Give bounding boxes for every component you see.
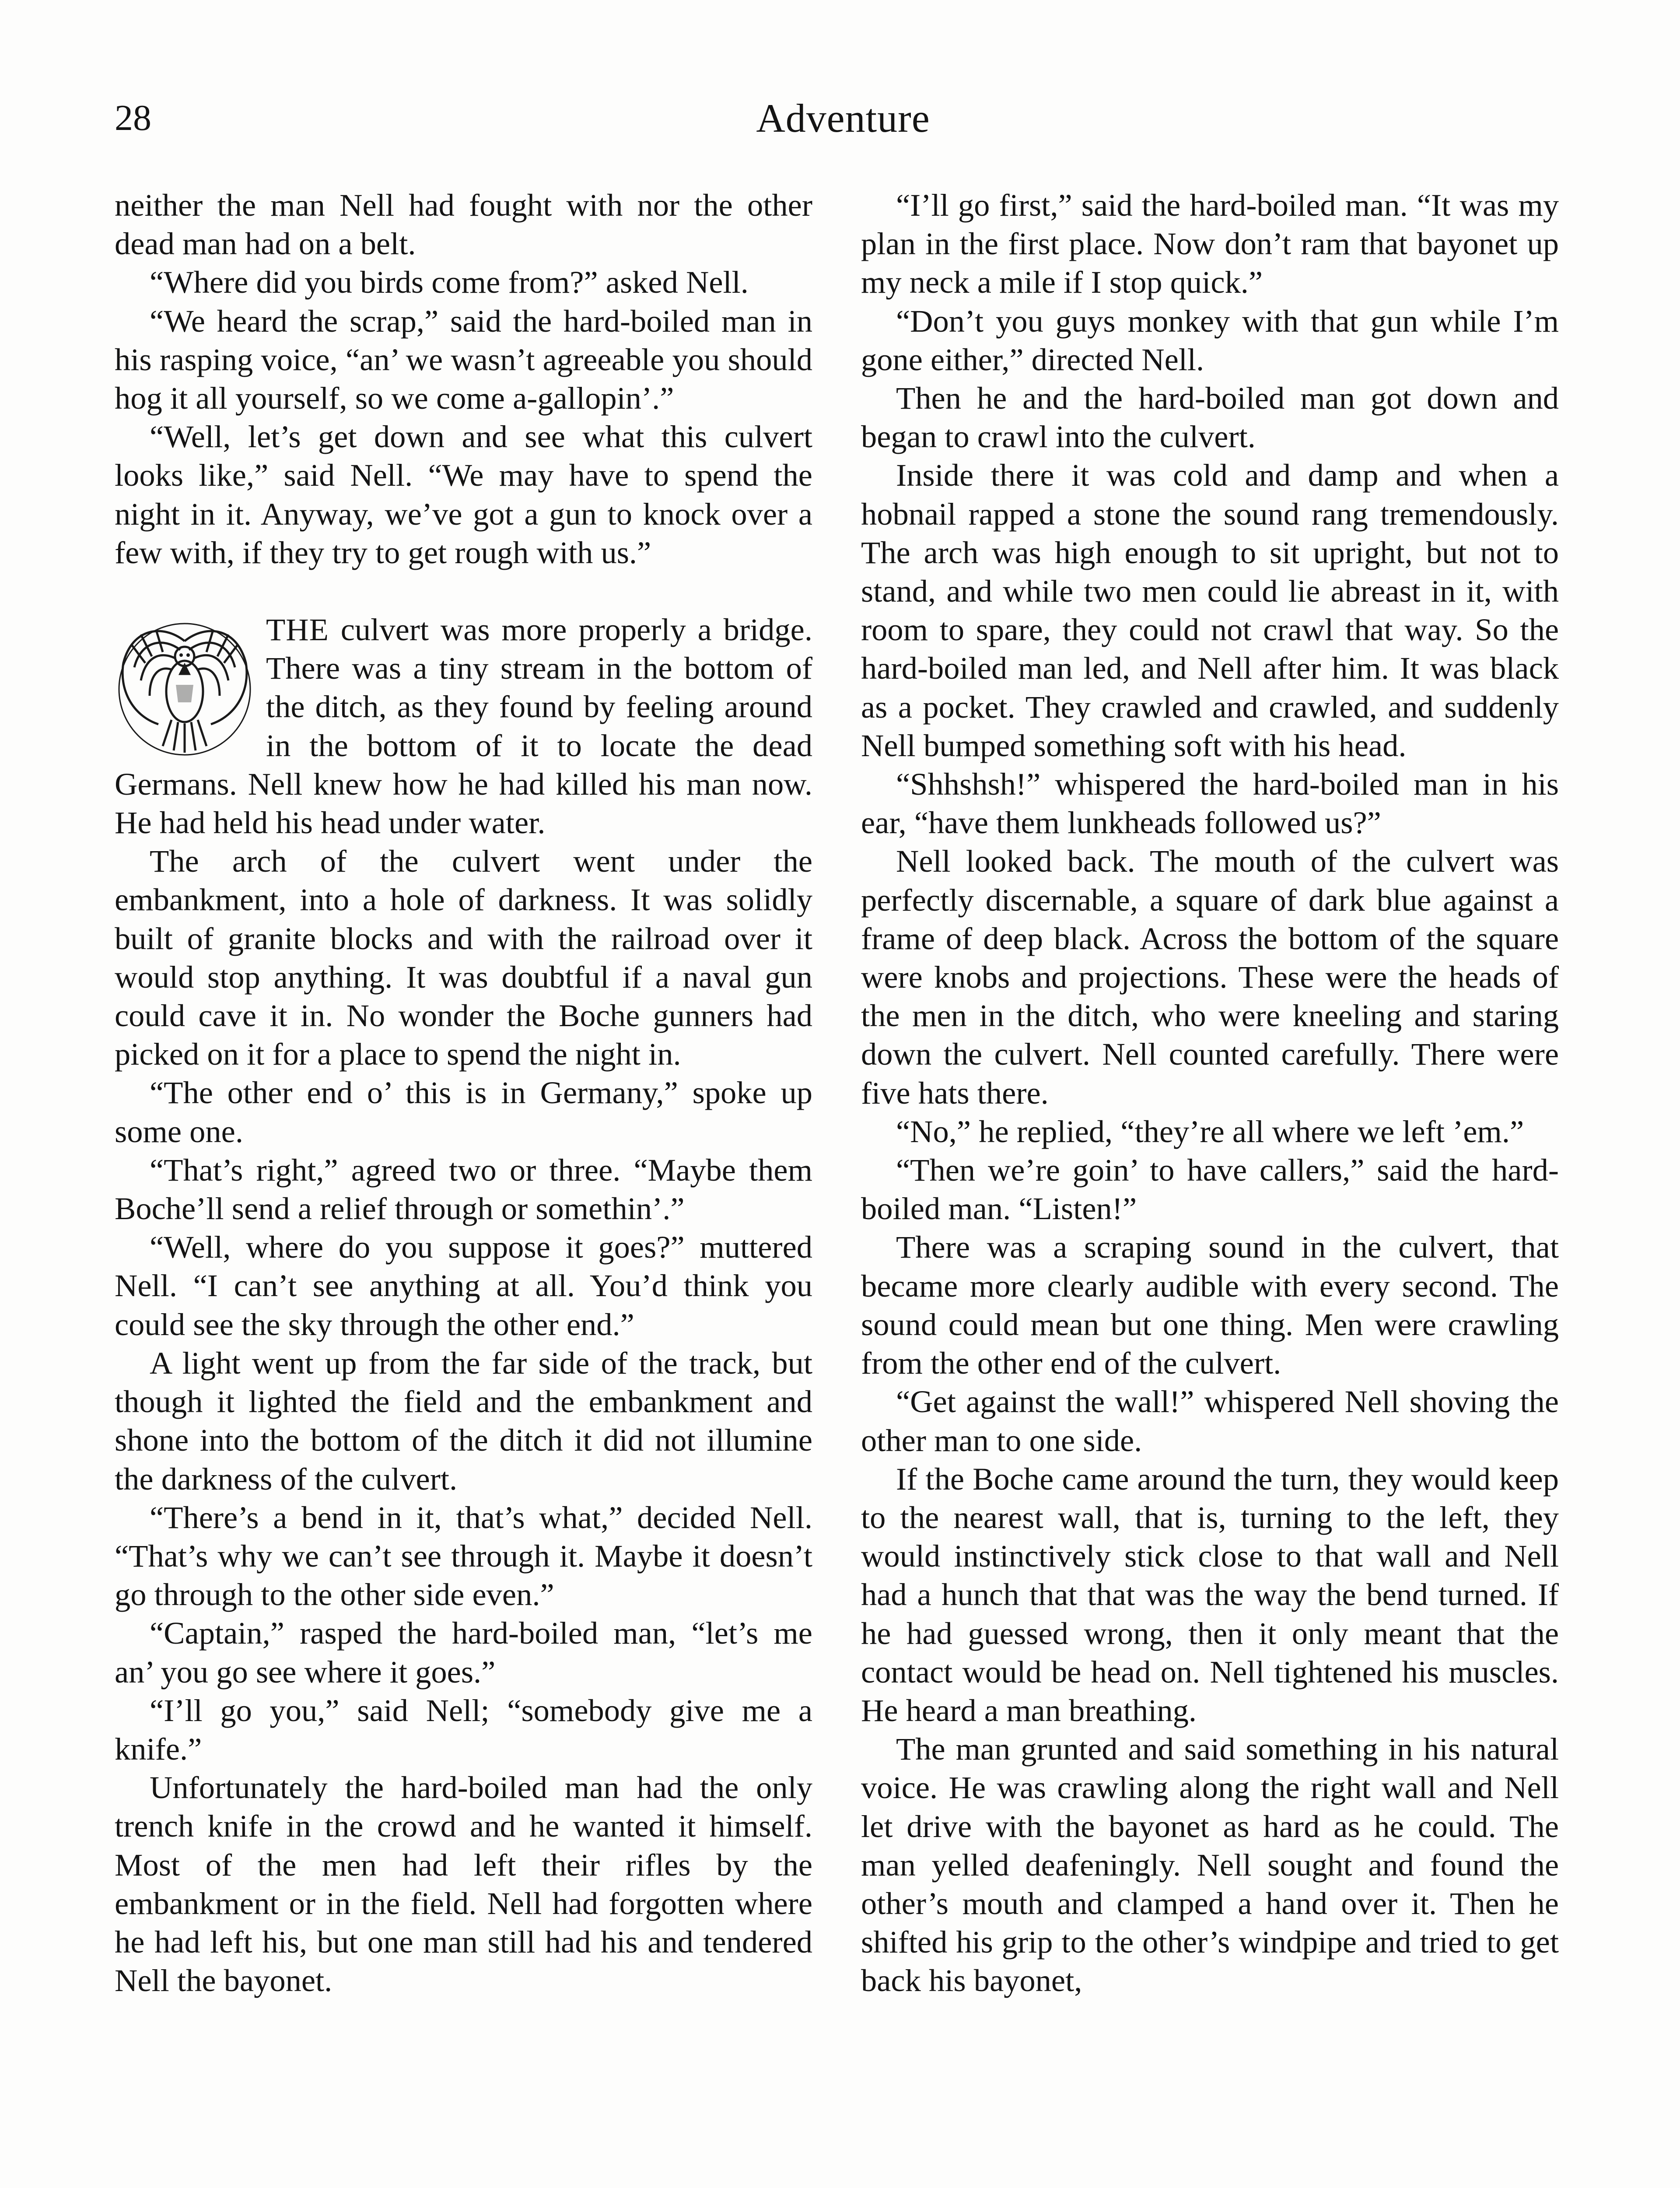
paragraph: “That’s right,” agreed two or three. “Maybe them Boche’ll send a relief through or somethin’.” bbox=[115, 1152, 812, 1227]
paragraph: There was a scraping sound in the culvert, that became more clearly audible with every second. The sound could mean but one thing. Men were crawling from the other end of the culvert. bbox=[861, 1229, 1559, 1381]
paragraph: “I’ll go you,” said Nell; “somebody give me a knife.” bbox=[115, 1692, 812, 1767]
paragraph: Unfortunately the hard-boiled man had the only trench knife in the crowd and he wanted it himself. Most of the men had left their rifles by the embankment or in the field. Nell had forgotten where he had left his, but one man still had his and tendered Nell the bayonet. bbox=[115, 1770, 812, 1999]
section-gap bbox=[115, 572, 812, 610]
winged-eagle-emblem-icon bbox=[115, 615, 255, 759]
opening-word: THE bbox=[266, 612, 329, 648]
left-column bbox=[115, 186, 812, 2000]
paragraph: The man grunted and said something in his natural voice. He was crawling along the right wall and Nell let drive with the bayonet as hard as he could. The man yelled deafeningly. Nell sought and found the other’s mouth and clamped a hand over it. Then he shifted his grip to the other’s windpipe and tried to get back his bayonet, bbox=[861, 1731, 1559, 1999]
page-number: 28 bbox=[115, 98, 151, 138]
paragraph: Then he and the hard-boiled man got down and began to crawl into the culvert. bbox=[861, 380, 1559, 455]
paragraph: “I’ll go first,” said the hard-boiled man. “It was my plan in the first place. Now don’t ram that bayonet up my neck a mile if I stop quick.” bbox=[861, 187, 1559, 300]
paragraph: “No,” he replied, “they’re all where we left ’em.” bbox=[896, 1113, 1524, 1149]
paragraph: neither the man Nell had fought with nor the other dead man had on a belt. bbox=[115, 187, 812, 262]
paragraph: Nell looked back. The mouth of the culvert was perfectly discernable, a square of dark blue against a frame of deep black. Across the bottom of the square were knobs and projections. These were the heads of the men in the ditch, who were kneeling and staring down the culvert. Nell counted carefully. There were five hats there. bbox=[861, 843, 1559, 1111]
paragraph: If the Boche came around the turn, they would keep to the nearest wall, that is, turning to the left, they would instinctively stick close to that wall and Nell had a hunch that that was the way the bend turned. If he had guessed wrong, then it only meant that the contact would be head on. Nell tightened his muscles. He heard a man breathing. bbox=[861, 1461, 1559, 1728]
paragraph: “Get against the wall!” whispered Nell shoving the other man to one side. bbox=[861, 1384, 1559, 1458]
paragraph: “Then we’re goin’ to have callers,” said the hard-boiled man. “Listen!” bbox=[861, 1152, 1559, 1227]
paragraph: “The other end o’ this is in Germany,” spoke up some one. bbox=[115, 1075, 812, 1149]
paragraph: “Shhshsh!” whispered the hard-boiled man in his ear, “have them lunkheads followed us?” bbox=[861, 766, 1559, 841]
running-title: Adventure bbox=[756, 96, 930, 140]
paragraph: A light went up from the far side of the track, but though it lighted the field and the embankment and shone into the bottom of the ditch it did not illumine the darkness of the culvert. bbox=[115, 1345, 812, 1497]
paragraph: “There’s a bend in it, that’s what,” decided Nell. “That’s why we can’t see through it. Maybe it doesn’t go through to the other side even.” bbox=[115, 1499, 812, 1613]
paragraph: “Don’t you guys monkey with that gun while I’m gone either,” directed Nell. bbox=[861, 303, 1559, 377]
paragraph: “Well, where do you suppose it goes?” muttered Nell. “I can’t see anything at all. You’d think you could see the sky through the other end.” bbox=[115, 1229, 812, 1342]
paragraph: “Where did you birds come from?” asked Nell. bbox=[150, 264, 749, 300]
page-header bbox=[115, 94, 1572, 142]
paragraph: The arch of the culvert went under the embankment, into a hole of darkness. It was solidly built of granite blocks and with the railroad over it would stop anything. It was doubtful if a naval gun could cave it in. No wonder the Boche gunners had picked on it for a place to spend the night in. bbox=[115, 843, 812, 1072]
paragraph: Inside there it was cold and damp and when a hobnail rapped a stone the sound rang tremendously. The arch was high enough to sit upright, but not to stand, and while two men could lie abreast in it, with room to spare, they could not crawl that way. So the hard-boiled man led, and Nell after him. It was black as a pocket. They crawled and crawled, and suddenly Nell bumped something soft with his head. bbox=[861, 457, 1559, 763]
paragraph: “Well, let’s get down and see what this culvert looks like,” said Nell. “We may have to spend the night in it. Anyway, we’ve got a gun to knock over a few with, if they try to get rough with us.” bbox=[115, 419, 812, 570]
right-column bbox=[861, 186, 1559, 2000]
opening-text: culvert was more properly a bridge. There was a tiny stream in the bottom of the ditch, as they found by feeling around in the bottom of it to locate the dead Germans. Nell knew how he had killed his man now. He had held his head under water. bbox=[115, 612, 812, 841]
paragraph: “We heard the scrap,” said the hard-boiled man in his rasping voice, “an’ we wasn’t agreeable you should hog it all yourself, so we come a-gallopin’.” bbox=[115, 303, 812, 416]
paragraph: “Captain,” rasped the hard-boiled man, “let’s me an’ you go see where it goes.” bbox=[115, 1615, 812, 1690]
